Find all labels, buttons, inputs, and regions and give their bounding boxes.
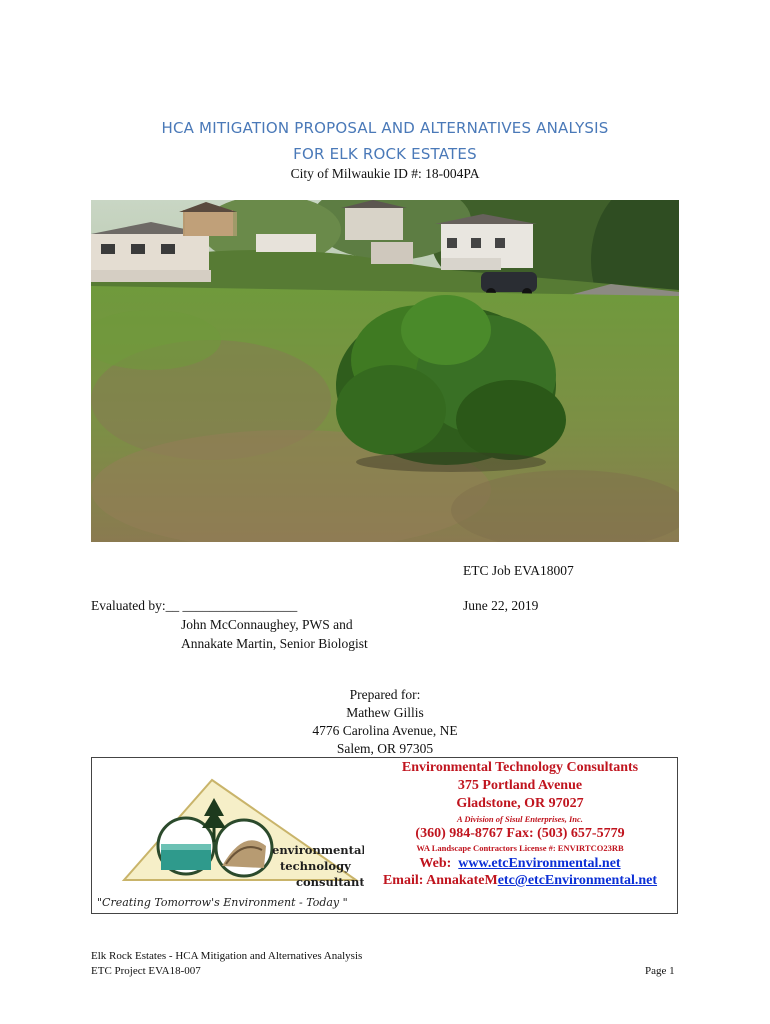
consultant-license: WA Landscape Contractors License #: ENVIRTCO23RB [416,843,624,853]
consultant-email-line [320,873,720,889]
evaluator-line-1: John McConnaughey, PWS and [181,617,353,632]
consultant-phone-fax: (360) 984-8767 Fax: (503) 657-5779 [415,826,625,841]
evaluated-by-label: Evaluated by:__ _________________ [91,598,298,613]
consultant-web-line [320,856,720,872]
site-photo [91,200,679,542]
consultant-city: Gladstone, OR 97027 [456,796,584,811]
email-prefix: AnnakateM [426,873,498,888]
report-title-line2: FOR ELK ROCK ESTATES [293,145,477,163]
report-date: June 22, 2019 [463,598,539,613]
logo-word-technology: technology [280,859,351,873]
job-number: ETC Job EVA18007 [463,563,574,578]
etc-slogan: "Creating Tomorrow's Environment - Today " [97,896,348,909]
logo-word-environmental: environmental [272,843,364,857]
consultant-name: Environmental Technology Consultants [401,760,639,775]
client-address-line1: 4776 Carolina Avenue, NE [312,723,458,738]
client-address-line2: Salem, OR 97305 [336,741,434,756]
consultant-info-box [91,757,678,914]
email-label: Email: [382,873,424,888]
email-link[interactable]: etc@etcEnvironmental.net [497,873,658,888]
web-link[interactable]: www.etcEnvironmental.net [458,856,621,871]
consultant-division: A Division of Sisul Enterprises, Inc. [457,814,583,824]
evaluator-line-2: Annakate Martin, Senior Biologist [181,636,368,651]
page-number: Page 1 [645,965,675,977]
consultant-street: 375 Portland Avenue [457,778,583,793]
footer-document-title: Elk Rock Estates - HCA Mitigation and Alternatives Analysis [91,950,363,962]
prepared-for-label: Prepared for: [349,687,421,702]
footer-project-id: ETC Project EVA18-007 [91,965,201,977]
web-label: Web: [419,856,452,871]
client-name: Mathew Gillis [346,705,424,720]
city-id: City of Milwaukie ID #: 18-004PA [290,166,480,181]
report-title-line1: HCA MITIGATION PROPOSAL AND ALTERNATIVES ANALYSIS [161,119,609,137]
logo-word-consultants: consultants [296,875,364,889]
